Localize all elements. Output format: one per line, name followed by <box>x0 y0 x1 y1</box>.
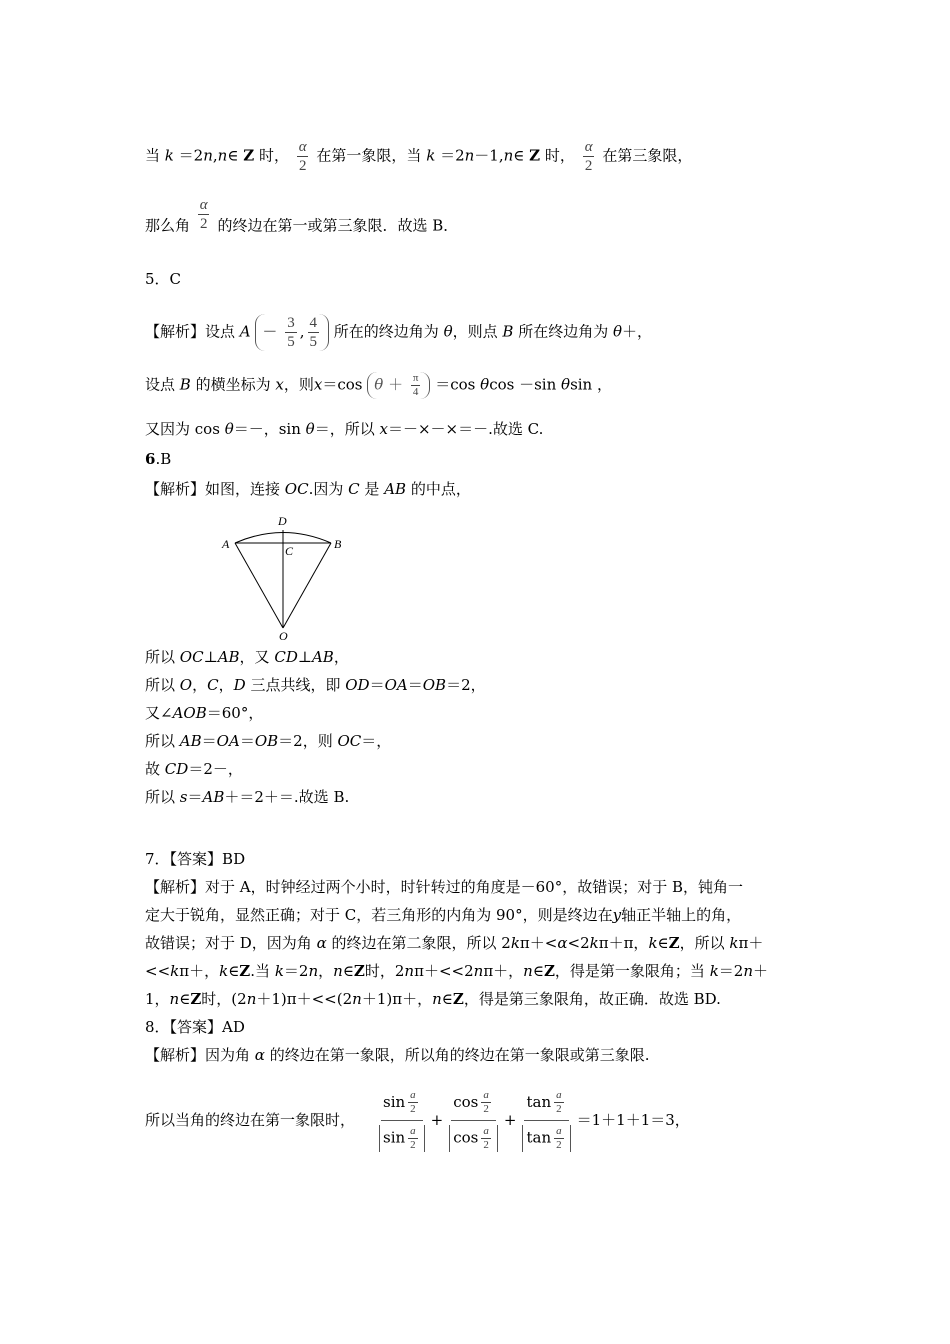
text: π＋<<2 <box>414 962 474 980</box>
text: 的终边在第二象限，所以 2 <box>331 934 511 952</box>
var-x: x <box>275 375 284 394</box>
var-n: n <box>464 146 475 165</box>
text: 的终边在第一或第三象限．故选 B． <box>217 216 459 235</box>
text: ＝，所以 <box>314 420 375 438</box>
frac-den: 5 <box>287 334 295 350</box>
text: 所在的终边角为 <box>333 322 439 341</box>
solution-line-1 <box>145 138 692 175</box>
text: ，又 <box>239 648 270 666</box>
segment-OA: OA <box>216 732 240 750</box>
fraction <box>308 314 320 351</box>
var-k: k <box>589 934 599 952</box>
var-n: n <box>352 990 362 1008</box>
sector-figure <box>218 512 358 644</box>
text: ，得是第一象限角；当 <box>554 962 705 980</box>
segment-OC: OC <box>284 480 309 498</box>
text: ＋， <box>622 322 653 341</box>
integer-set: Z <box>353 962 365 980</box>
text: 的终边在第一象限，所以角的终边在第一象限或第三象限. <box>269 1046 650 1064</box>
point-O: O <box>179 676 193 694</box>
frac-num: α <box>199 197 208 213</box>
text: 【解析】因为角 <box>145 1046 251 1064</box>
text: 在第一象限，当 <box>316 146 422 165</box>
text: 三点共线，即 <box>250 676 341 694</box>
point-coordinates <box>255 314 329 351</box>
fraction-alpha-2 <box>297 138 309 175</box>
segment-AB: AB <box>202 788 225 806</box>
text: ＝1＋1＋1＝3， <box>576 1111 690 1129</box>
absolute-value <box>379 1125 425 1152</box>
text: ∈ <box>441 990 453 1008</box>
var-n: n <box>308 962 319 980</box>
frac-den: 2 <box>410 1138 416 1151</box>
segment-OB: OB <box>254 732 279 750</box>
var-k: k <box>170 962 180 980</box>
text: 故 <box>145 760 161 778</box>
var-n: n <box>473 962 484 980</box>
text: ，则点 <box>452 322 498 341</box>
var-k: k <box>426 146 436 165</box>
text: 【解析】如图，连接 <box>145 480 281 498</box>
question-8-answer: 8．【答案】AD <box>145 1018 245 1036</box>
segment-AB: AB <box>311 648 334 666</box>
comma: , <box>299 322 305 341</box>
q6-analysis-line-5 <box>145 730 391 752</box>
text: 在第三象限， <box>602 146 693 165</box>
frac-den: 2 <box>556 1102 562 1115</box>
var-alpha: α <box>254 1046 265 1064</box>
integer-set: Z <box>668 934 680 952</box>
segment-AB: AB <box>217 648 240 666</box>
question-5-answer: 5．C <box>145 270 182 288</box>
text: 时，(2 <box>201 990 247 1008</box>
text: ，所以 <box>679 934 725 952</box>
text: 又因为 cos <box>145 420 220 438</box>
text: <2 <box>567 934 590 952</box>
q5-analysis-line-2 <box>145 372 612 399</box>
solution-line-2 <box>145 197 459 245</box>
text: 设点 <box>145 375 176 394</box>
segment-OA: OA <box>384 676 408 694</box>
text: ＝2 <box>718 962 744 980</box>
question-6-answer <box>145 448 171 470</box>
text: ＋＝2＋＝.故选 B. <box>224 788 350 806</box>
text: ＝ <box>187 788 203 806</box>
var-n: n <box>333 962 343 980</box>
var-theta: θ <box>443 322 453 341</box>
text: ， <box>333 648 349 666</box>
angle-AOB: AOB <box>172 704 207 722</box>
segment-OC: OC <box>337 732 362 750</box>
integer-set: Z <box>243 146 255 165</box>
frac-den: 2 <box>410 1102 416 1115</box>
q6-analysis-line-4 <box>145 702 263 724</box>
fraction-a-2 <box>408 1089 418 1116</box>
var-n: n <box>743 962 754 980</box>
point-B: B <box>179 375 191 394</box>
q7-analysis-line-5 <box>145 988 721 1010</box>
text: ＝2 <box>440 146 465 165</box>
var-n: n <box>432 990 442 1008</box>
text: ∈ <box>342 962 354 980</box>
q7-analysis-line-1: 【解析】对于 A，时钟经过两个小时，时针转过的角度是－60°，故错误；对于 B，钝角一 <box>145 878 743 896</box>
segment-AB: AB <box>179 732 202 750</box>
integer-set: Z <box>529 146 541 165</box>
text: ＋1)π＋， <box>361 990 433 1008</box>
frac-num: 4 <box>309 315 317 331</box>
label-D: D <box>278 514 287 528</box>
q8-analysis-line-2 <box>145 1080 690 1160</box>
frac-num: 3 <box>287 315 295 331</box>
segment-CD: CD <box>164 760 189 778</box>
function-name: cos <box>453 1128 479 1146</box>
text: ， <box>318 962 334 980</box>
var-theta: θ <box>480 375 490 394</box>
text: ＝－×－×＝－.故选 C. <box>387 420 544 438</box>
text: ＝cos <box>435 375 476 394</box>
var-n: n <box>523 962 533 980</box>
fraction-a-2 <box>554 1089 564 1116</box>
label-A: A <box>222 537 230 551</box>
text: sin ， <box>570 375 612 394</box>
text: ＝ <box>369 676 385 694</box>
function-name: cos <box>453 1093 479 1111</box>
angle-argument <box>367 372 430 399</box>
sign-fraction-sin <box>379 1089 425 1152</box>
var-n: n <box>203 146 213 165</box>
in-symbol: ∈ <box>513 146 525 165</box>
frac-num: a <box>556 1088 562 1101</box>
frac-num: a <box>483 1088 489 1101</box>
text: 又∠ <box>145 704 173 722</box>
text: π＋， <box>179 962 220 980</box>
point-C: C <box>348 480 360 498</box>
point-D: D <box>233 676 246 694</box>
text: ∈ <box>228 962 240 980</box>
text: ∈ <box>532 962 544 980</box>
var-theta: θ <box>305 420 315 438</box>
q6-analysis-line-3 <box>145 674 486 696</box>
text: .当 <box>250 962 271 980</box>
var-theta: θ <box>224 420 234 438</box>
q7-analysis-line-4 <box>145 960 768 982</box>
frac-den: 2 <box>483 1102 489 1115</box>
radius-OA <box>235 543 283 628</box>
integer-set: Z <box>190 990 202 1008</box>
text: ＋ <box>753 962 769 980</box>
frac-num: α <box>584 139 593 155</box>
plus-sign: ＋ <box>388 375 404 394</box>
text: , <box>212 146 218 165</box>
frac-den: 2 <box>199 216 208 232</box>
var-theta: θ <box>374 375 384 394</box>
minus-sign: － <box>262 322 278 341</box>
text: 那么角 <box>145 216 191 235</box>
segment-OB: OB <box>422 676 447 694</box>
function-name: tan <box>526 1093 552 1111</box>
text: cos －sin <box>489 375 557 394</box>
var-k: k <box>219 962 229 980</box>
text: ＝2 <box>178 146 204 165</box>
integer-set: Z <box>239 962 251 980</box>
q5-analysis-line-3 <box>145 418 543 440</box>
text: ＝ <box>201 732 217 750</box>
text: ＝2，则 <box>278 732 333 750</box>
text: 是 <box>364 480 380 498</box>
text: －1, <box>474 146 504 165</box>
function-name: tan <box>526 1128 552 1146</box>
text: 轴正半轴上的角， <box>621 906 742 924</box>
point-B: B <box>502 322 514 341</box>
q7-analysis-line-3 <box>145 932 763 954</box>
text: π＋π， <box>598 934 649 952</box>
text: 1， <box>145 990 170 1008</box>
text: 当 <box>145 146 161 165</box>
var-k: k <box>648 934 658 952</box>
var-x: x <box>379 420 388 438</box>
text: ∈ <box>179 990 191 1008</box>
q6-analysis-line-6 <box>145 758 243 780</box>
frac-num: a <box>410 1088 416 1101</box>
text: π＋< <box>519 934 558 952</box>
point-C: C <box>207 676 219 694</box>
fraction <box>285 314 297 351</box>
frac-num: a <box>410 1124 416 1137</box>
integer-set: Z <box>543 962 555 980</box>
fraction-a-2 <box>481 1089 491 1116</box>
text: ， <box>192 676 208 694</box>
var-n: n <box>404 962 415 980</box>
fraction-a-2 <box>481 1125 491 1152</box>
var-n: n <box>169 990 180 1008</box>
frac-num: α <box>298 139 307 155</box>
text: ＝－，sin <box>233 420 301 438</box>
text: 故错误；对于 D，因为角 <box>145 934 312 952</box>
question-7-answer: 7．【答案】BD <box>145 850 246 868</box>
frac-den: 2 <box>298 158 307 174</box>
var-x: x <box>313 375 323 394</box>
function-name: sin <box>383 1093 406 1111</box>
fraction-alpha-2 <box>198 196 210 233</box>
segment-OD: OD <box>345 676 370 694</box>
label-C: C <box>285 544 294 558</box>
text: ＝2 <box>283 962 309 980</box>
label-O: O <box>279 629 288 643</box>
sign-fraction-cos <box>449 1089 498 1152</box>
var-n: n <box>217 146 228 165</box>
text: << <box>145 962 171 980</box>
point-A: A <box>239 322 251 341</box>
var-k: k <box>709 962 719 980</box>
var-theta: θ <box>613 322 623 341</box>
fraction-pi-4 <box>411 372 421 399</box>
var-theta: θ <box>561 375 571 394</box>
sign-fraction-tan <box>522 1089 570 1152</box>
integer-set: Z <box>452 990 464 1008</box>
text: π＋， <box>483 962 524 980</box>
frac-den: 2 <box>584 158 593 174</box>
q8-analysis-line-1 <box>145 1044 650 1066</box>
question-number: 6 <box>145 450 156 468</box>
q5-analysis-line-1 <box>145 314 652 351</box>
frac-num: a <box>556 1124 562 1137</box>
segment-OC: OC <box>179 648 204 666</box>
segment-AB: AB <box>384 480 407 498</box>
frac-den: 2 <box>483 1138 489 1151</box>
text: 所在终边角为 <box>518 322 609 341</box>
text: ＝cos <box>322 375 363 394</box>
text: ＝ <box>239 732 255 750</box>
fraction-alpha-2 <box>583 138 595 175</box>
var-k: k <box>729 934 739 952</box>
perp-symbol: ⊥ <box>203 648 218 666</box>
q7-analysis-line-2 <box>145 904 741 926</box>
text: ， <box>218 676 234 694</box>
var-alpha: α <box>316 934 327 952</box>
text: ，则 <box>283 375 314 394</box>
fraction-a-2 <box>408 1125 418 1152</box>
plus-sign: + <box>503 1111 517 1129</box>
text: 所以当角的终边在第一象限时， <box>145 1111 356 1129</box>
var-k: k <box>164 146 174 165</box>
var-alpha: α <box>557 934 568 952</box>
function-name: sin <box>383 1128 406 1146</box>
frac-num: π <box>412 372 419 384</box>
q6-analysis-line-2 <box>145 646 349 668</box>
segment-CD: CD <box>274 648 298 666</box>
q6-analysis-line-1 <box>145 478 471 500</box>
absolute-value <box>522 1125 570 1152</box>
text: .因为 <box>308 480 344 498</box>
text: ＝2－， <box>188 760 243 778</box>
text: 所以 <box>145 676 176 694</box>
text: ＝60°， <box>206 704 264 722</box>
frac-den: 4 <box>412 386 419 398</box>
var-k: k <box>274 962 284 980</box>
q6-analysis-line-7 <box>145 786 349 808</box>
text: 的横坐标为 <box>195 375 271 394</box>
frac-num: a <box>483 1124 489 1137</box>
text: 所以 <box>145 788 176 806</box>
var-k: k <box>510 934 520 952</box>
text: .B <box>155 450 172 468</box>
var-s: s <box>179 788 188 806</box>
text: 的中点， <box>410 480 471 498</box>
var-n: n <box>246 990 257 1008</box>
text: ，得是第三象限角，故正确．故选 BD. <box>463 990 721 1008</box>
text: ∈ <box>657 934 669 952</box>
text: 时， <box>540 146 575 165</box>
text: 【解析】设点 <box>145 322 236 341</box>
text: 所以 <box>145 732 176 750</box>
var-n: n <box>503 146 514 165</box>
text: ＝2， <box>446 676 486 694</box>
perp-symbol: ⊥ <box>297 648 312 666</box>
text: 所以 <box>145 648 176 666</box>
text: 时， <box>254 146 289 165</box>
text: ＝ <box>407 676 423 694</box>
text: ＋1)π＋<<(2 <box>256 990 353 1008</box>
frac-den: 2 <box>556 1138 562 1151</box>
frac-den: 5 <box>309 334 317 350</box>
in-symbol: ∈ <box>227 146 239 165</box>
var-y: y <box>612 906 622 924</box>
absolute-value <box>449 1125 498 1152</box>
text: ＝， <box>361 732 392 750</box>
fraction-a-2 <box>554 1125 564 1152</box>
plus-sign: + <box>430 1111 444 1129</box>
text: π＋ <box>738 934 764 952</box>
text: 定大于锐角，显然正确；对于 C，若三角形的内角为 90°，则是终边在 <box>145 906 613 924</box>
label-B: B <box>334 537 342 551</box>
text: 时，2 <box>364 962 405 980</box>
